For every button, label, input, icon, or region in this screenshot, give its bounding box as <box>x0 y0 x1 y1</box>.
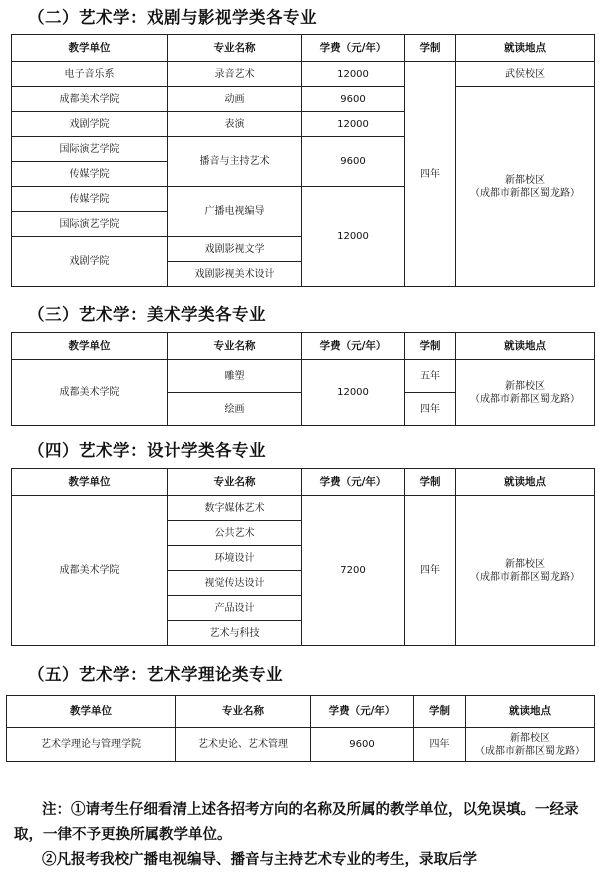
header-major: 专业名称 <box>176 696 311 728</box>
cell-fee: 9600 <box>311 728 414 762</box>
table-design <box>11 468 595 646</box>
cell-fee: 12000 <box>302 112 405 137</box>
cell-major: 艺术与科技 <box>168 621 302 646</box>
cell-unit: 国际演艺学院 <box>12 137 168 162</box>
note-1: 注：①请考生仔细看清上述各招考方向的名称及所属的教学单位，以免误填。一经录取，一律不予更换所属教学单位。 <box>14 801 579 843</box>
cell-major: 艺术史论、艺术管理 <box>176 728 311 762</box>
cell-unit: 成都美术学院 <box>12 496 168 646</box>
cell-unit: 电子音乐系 <box>12 62 168 87</box>
cell-major: 雕塑 <box>168 360 302 393</box>
cell-major: 戏剧影视美术设计 <box>168 262 302 287</box>
campus-address: （成都市新都区蜀龙路） <box>475 745 585 757</box>
header-location: 就读地点 <box>456 333 595 360</box>
campus-name: 新都校区 <box>505 558 545 570</box>
campus-name: 新都校区 <box>505 380 545 392</box>
cell-duration: 四年 <box>405 393 456 426</box>
header-location: 就读地点 <box>456 35 595 62</box>
cell-location <box>466 728 595 762</box>
cell-fee: 12000 <box>302 360 405 426</box>
cell-major: 广播电视编导 <box>168 187 302 237</box>
campus-address: （成都市新都区蜀龙路） <box>470 393 580 405</box>
cell-unit: 成都美术学院 <box>12 87 168 112</box>
cell-major: 表演 <box>168 112 302 137</box>
section-title-theory: （五）艺术学：艺术学理论类专业 <box>28 665 283 684</box>
header-duration: 学制 <box>405 469 456 496</box>
header-fee: 学费（元/年） <box>302 35 405 62</box>
header-unit: 教学单位 <box>7 696 176 728</box>
cell-major: 录音艺术 <box>168 62 302 87</box>
cell-location <box>456 496 595 646</box>
cell-fee: 12000 <box>302 62 405 87</box>
cell-major: 戏剧影视文学 <box>168 237 302 262</box>
cell-fee: 9600 <box>302 137 405 187</box>
cell-location <box>456 360 595 426</box>
cell-major: 数字媒体艺术 <box>168 496 302 521</box>
cell-major: 播音与主持艺术 <box>168 137 302 187</box>
cell-unit: 艺术学理论与管理学院 <box>7 728 176 762</box>
cell-unit: 戏剧学院 <box>12 112 168 137</box>
header-location: 就读地点 <box>466 696 595 728</box>
table-art-theory <box>6 695 595 762</box>
cell-duration: 四年 <box>405 62 456 287</box>
cell-location: 武侯校区 <box>456 62 595 87</box>
section-title-fine-arts: （三）艺术学：美术学类各专业 <box>28 305 266 324</box>
cell-major: 绘画 <box>168 393 302 426</box>
cell-major: 视觉传达设计 <box>168 571 302 596</box>
header-unit: 教学单位 <box>12 469 168 496</box>
header-fee: 学费（元/年） <box>302 469 405 496</box>
header-unit: 教学单位 <box>12 35 168 62</box>
cell-fee: 12000 <box>302 187 405 287</box>
cell-major: 公共艺术 <box>168 521 302 546</box>
cell-location <box>456 87 595 287</box>
campus-name: 新都校区 <box>510 732 550 744</box>
header-major: 专业名称 <box>168 469 302 496</box>
cell-major: 环境设计 <box>168 546 302 571</box>
table-drama-film <box>11 34 595 287</box>
cell-duration: 五年 <box>405 360 456 393</box>
header-duration: 学制 <box>405 35 456 62</box>
cell-fee: 9600 <box>302 87 405 112</box>
cell-unit: 传媒学院 <box>12 187 168 212</box>
campus-address: （成都市新都区蜀龙路） <box>470 571 580 583</box>
cell-unit: 戏剧学院 <box>12 237 168 287</box>
header-duration: 学制 <box>414 696 466 728</box>
section-title-design: （四）艺术学：设计学类各专业 <box>28 441 266 460</box>
note-2: ②凡报考我校广播电视编导、播音与主持艺术专业的考生，录取后学 <box>42 851 477 868</box>
header-location: 就读地点 <box>456 469 595 496</box>
header-major: 专业名称 <box>168 35 302 62</box>
table-fine-arts <box>11 332 595 426</box>
cell-fee: 7200 <box>302 496 405 646</box>
header-fee: 学费（元/年） <box>311 696 414 728</box>
header-duration: 学制 <box>405 333 456 360</box>
cell-unit: 成都美术学院 <box>12 360 168 426</box>
header-fee: 学费（元/年） <box>302 333 405 360</box>
header-unit: 教学单位 <box>12 333 168 360</box>
notes <box>14 797 594 872</box>
cell-unit: 国际演艺学院 <box>12 212 168 237</box>
cell-duration: 四年 <box>414 728 466 762</box>
campus-address: （成都市新都区蜀龙路） <box>470 187 580 199</box>
section-title-drama: （二）艺术学：戏剧与影视学类各专业 <box>28 8 317 27</box>
campus-name: 新都校区 <box>505 174 545 186</box>
cell-duration: 四年 <box>405 496 456 646</box>
cell-major: 动画 <box>168 87 302 112</box>
cell-major: 产品设计 <box>168 596 302 621</box>
header-major: 专业名称 <box>168 333 302 360</box>
cell-unit: 传媒学院 <box>12 162 168 187</box>
